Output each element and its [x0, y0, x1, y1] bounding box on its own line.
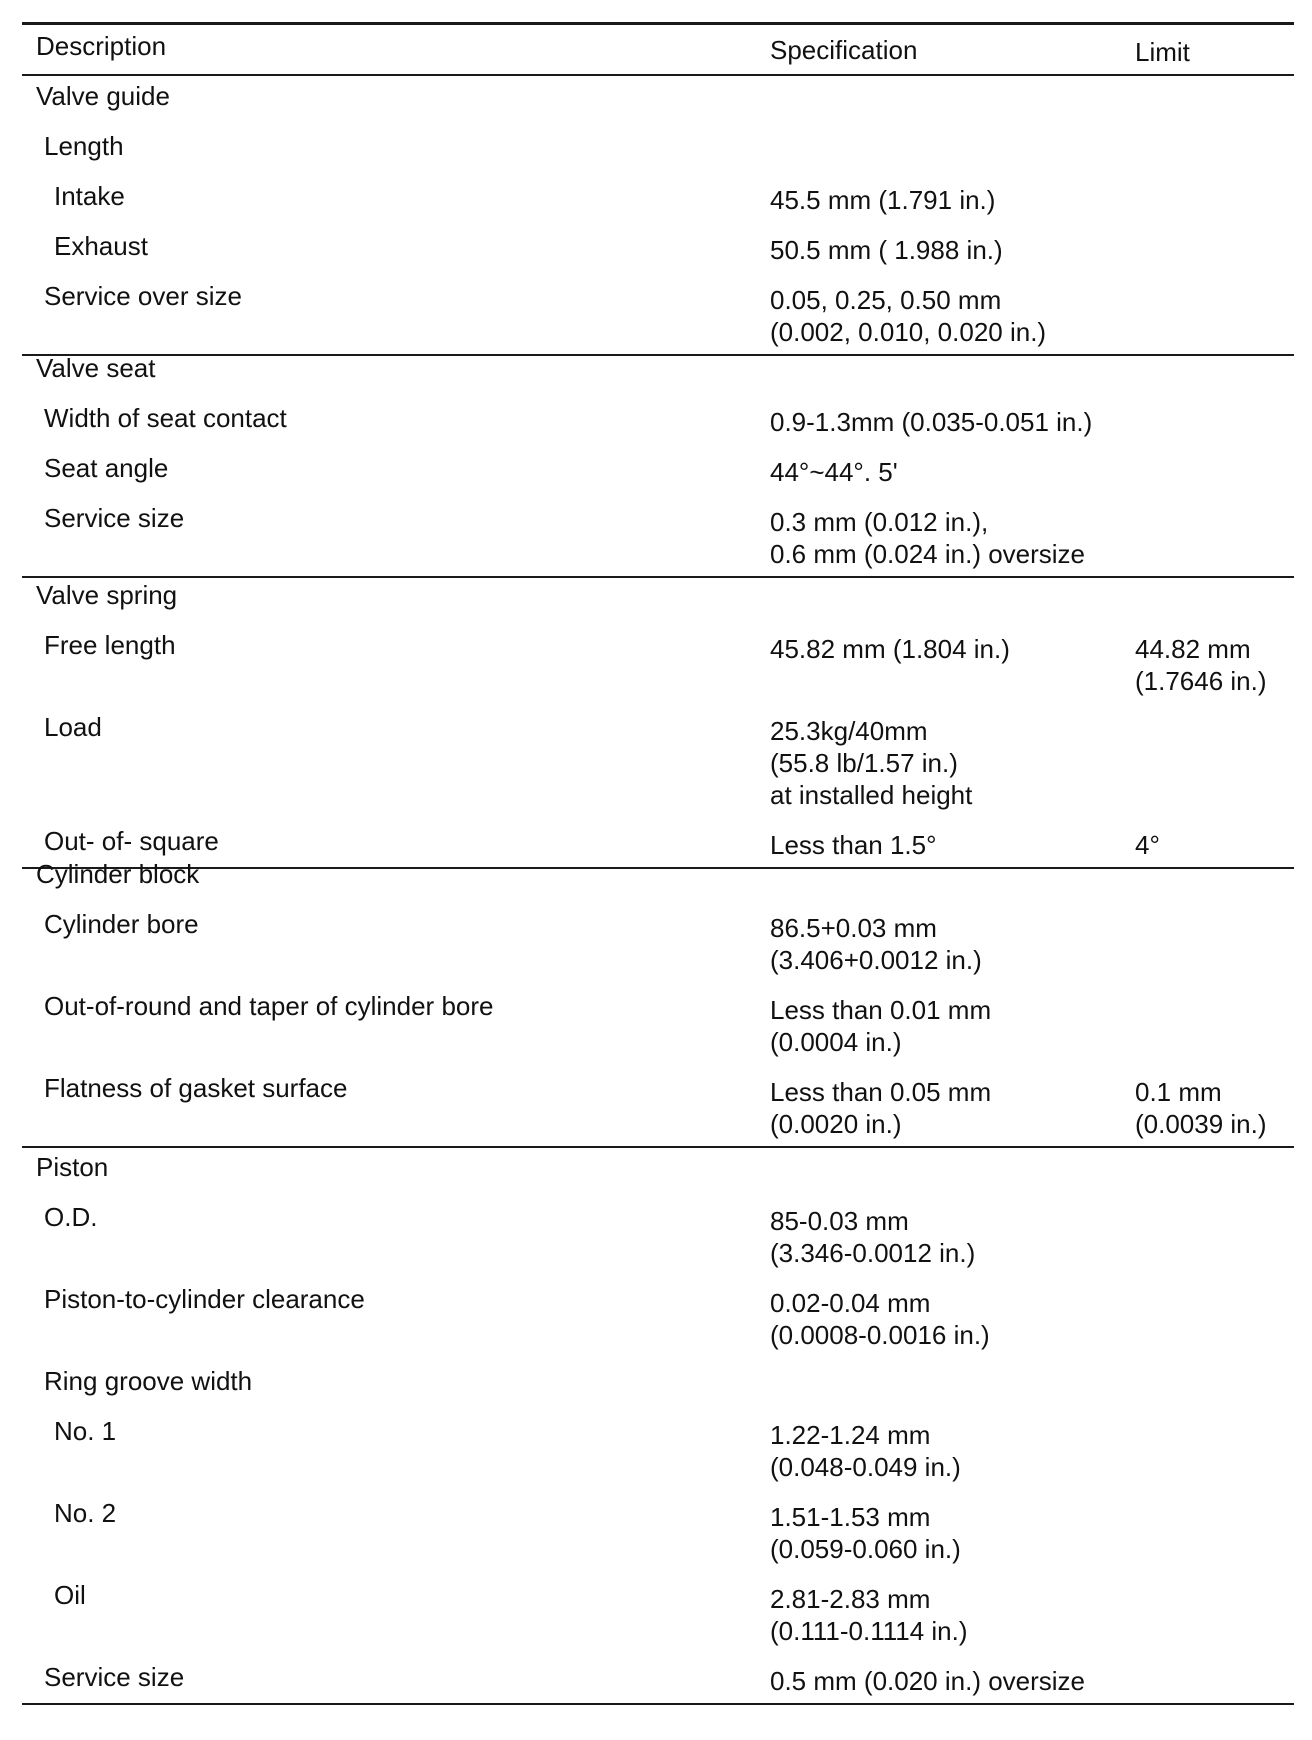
row-specification: 45.82 mm (1.804 in.)	[770, 634, 1010, 664]
section-title: Piston	[36, 1152, 109, 1182]
row-description: No. 1	[54, 1416, 117, 1446]
table-top-rule	[22, 22, 1294, 25]
section-divider	[22, 576, 1294, 578]
row-specification: Less than 0.01 mm (0.0004 in.)	[770, 995, 992, 1057]
row-specification: 0.05, 0.25, 0.50 mm (0.002, 0.010, 0.020 in.)	[770, 285, 1047, 347]
row-specification: 86.5+0.03 mm (3.406+0.0012 in.)	[770, 913, 982, 975]
section-divider	[22, 1146, 1294, 1148]
row-limit: 4°	[1135, 830, 1160, 860]
row-description: Oil	[54, 1580, 86, 1610]
header-description: Description	[36, 31, 167, 61]
header-limit: Limit	[1135, 37, 1190, 67]
row-description: Intake	[54, 181, 125, 211]
row-specification: 0.9-1.3mm (0.035-0.051 in.)	[770, 407, 1093, 437]
row-description: Cylinder bore	[44, 909, 199, 939]
row-description: Out-of-round and taper of cylinder bore	[44, 991, 494, 1021]
row-specification: 45.5 mm (1.791 in.)	[770, 185, 996, 215]
row-specification: Less than 0.05 mm (0.0020 in.)	[770, 1077, 992, 1139]
row-specification: 1.51-1.53 mm (0.059-0.060 in.)	[770, 1502, 961, 1564]
row-specification: 0.02-0.04 mm (0.0008-0.0016 in.)	[770, 1288, 990, 1350]
row-description: Length	[44, 131, 124, 161]
header-rule	[22, 74, 1294, 76]
row-description: No. 2	[54, 1498, 117, 1528]
row-specification: Less than 1.5°	[770, 830, 937, 860]
row-specification: 85-0.03 mm (3.346-0.0012 in.)	[770, 1206, 976, 1268]
row-description: Ring groove width	[44, 1366, 253, 1396]
row-description: Exhaust	[54, 231, 148, 261]
section-title: Valve spring	[36, 580, 178, 610]
row-specification: 2.81-2.83 mm (0.111-0.1114 in.)	[770, 1584, 968, 1646]
row-description: Seat angle	[44, 453, 169, 483]
row-specification: 1.22-1.24 mm (0.048-0.049 in.)	[770, 1420, 961, 1482]
row-description: Service over size	[44, 281, 242, 311]
row-description: Flatness of gasket surface	[44, 1073, 348, 1103]
row-description: Load	[44, 712, 102, 742]
section-title: Valve seat	[36, 353, 156, 383]
section-divider	[22, 1703, 1294, 1705]
row-description: Free length	[44, 630, 176, 660]
row-limit: 44.82 mm (1.7646 in.)	[1135, 634, 1267, 696]
section-title: Cylinder block	[36, 859, 200, 889]
row-specification: 0.5 mm (0.020 in.) oversize	[770, 1666, 1086, 1696]
row-limit: 0.1 mm (0.0039 in.)	[1135, 1077, 1267, 1139]
section-divider	[22, 354, 1294, 356]
section-title: Valve guide	[36, 81, 170, 111]
header-specification: Specification	[770, 35, 918, 65]
row-specification: 50.5 mm ( 1.988 in.)	[770, 235, 1003, 265]
section-divider	[22, 867, 1294, 869]
row-description: O.D.	[44, 1202, 98, 1232]
row-description: Width of seat contact	[44, 403, 287, 433]
row-description: Out- of- square	[44, 826, 219, 856]
row-description: Piston-to-cylinder clearance	[44, 1284, 365, 1314]
row-description: Service size	[44, 503, 185, 533]
row-specification: 25.3kg/40mm (55.8 lb/1.57 in.) at installed height	[770, 716, 973, 810]
row-specification: 44°~44°. 5'	[770, 457, 898, 487]
row-description: Service size	[44, 1662, 185, 1692]
row-specification: 0.3 mm (0.012 in.), 0.6 mm (0.024 in.) oversize	[770, 507, 1086, 569]
